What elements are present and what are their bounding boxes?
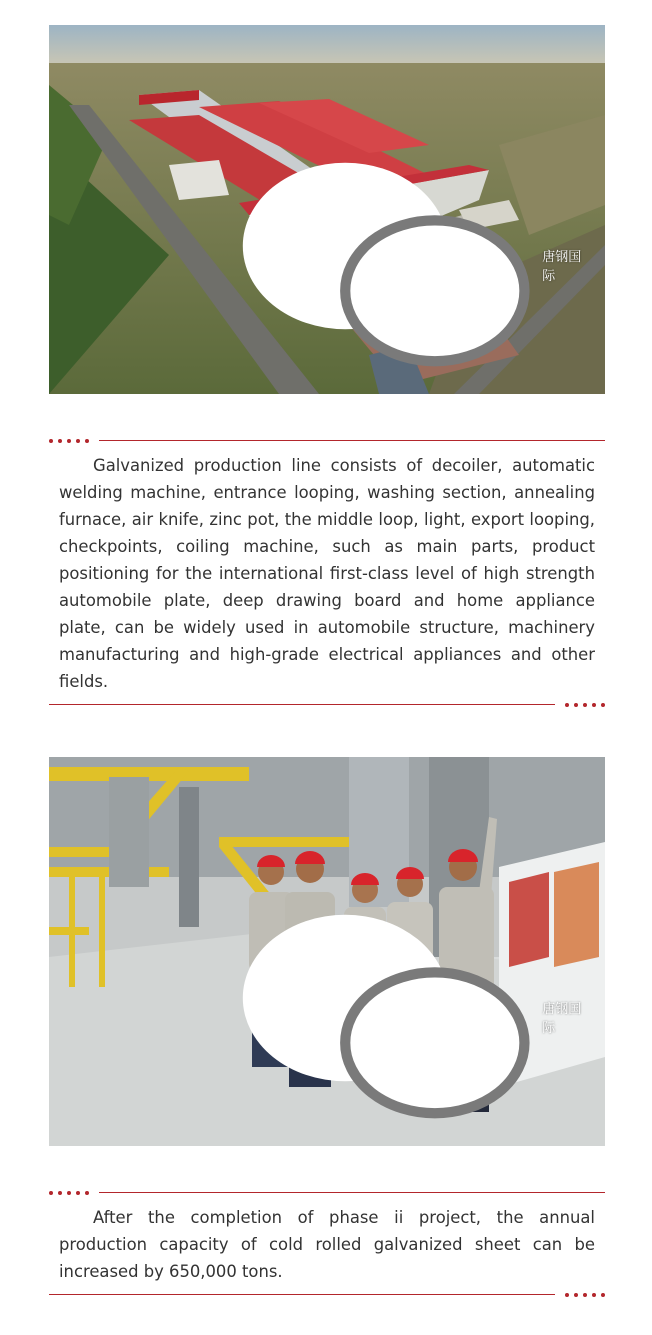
section-divider-bottom [49, 700, 605, 710]
watermark-text: 唐钢国际 [542, 249, 582, 284]
aerial-factory-photo [49, 25, 605, 394]
paragraph-phase-two-capacity: After the completion of phase ii project, the annual production capacity of cold rolled galvanized sheet can be increased by 650,000 tons. [59, 1208, 595, 1281]
section-divider-bottom [49, 1290, 605, 1300]
workers-inspection-photo [49, 757, 605, 1146]
wechat-icon [230, 902, 537, 1132]
watermark [230, 150, 587, 380]
section-divider-top [49, 1188, 605, 1198]
watermark-text: 唐钢国际 [542, 1001, 582, 1036]
paragraph-galvanized-line: Galvanized production line consists of decoiler, automatic welding machine, entrance looping, washing section, annealing furnace, air knife, zinc pot, the middle loop, light, export looping, checkpoints, coiling machine, such as main parts, product positioning for the international first-class level of high strength automobile plate, deep drawing board and home appliance plate, can be widely used in automobile structure, machinery manufacturing and high-grade electrical appliances and other fields. [59, 456, 595, 691]
section-divider-top [49, 436, 605, 446]
watermark [230, 902, 587, 1132]
wechat-icon [230, 150, 537, 380]
